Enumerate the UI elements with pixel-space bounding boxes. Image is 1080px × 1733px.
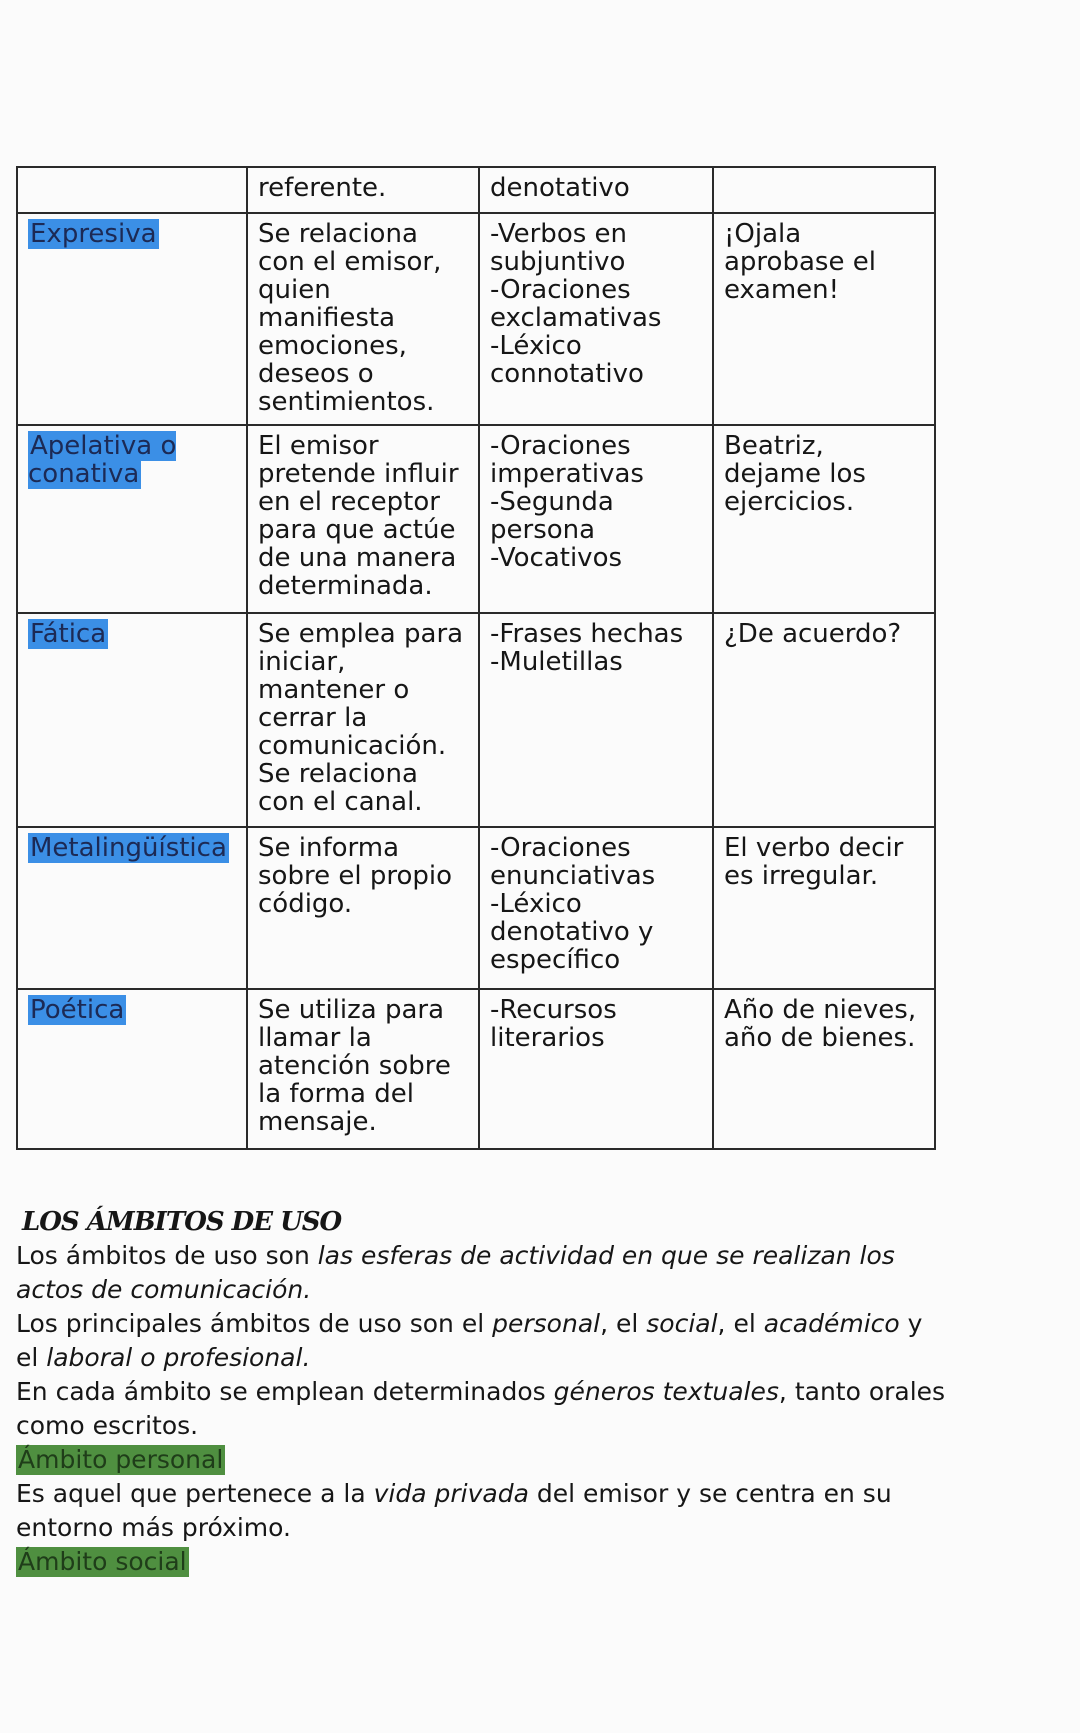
example-cell: El verbo decir es irregular. xyxy=(713,827,935,989)
function-name: Poética xyxy=(30,995,125,1025)
description-cell: referente. xyxy=(247,167,479,213)
function-name: Fática xyxy=(30,619,107,649)
function-name: Metalingüística xyxy=(30,833,227,863)
paragraph-main-ambits: Los principales ámbitos de uso son el personal, el social, el académico y el laboral o profesional. xyxy=(16,1309,923,1372)
function-cell xyxy=(17,827,247,989)
description-cell: Se emplea para iniciar, mantener o cerrar la comunicación. Se relaciona con el canal. xyxy=(247,613,479,827)
example-cell: ¿De acuerdo? xyxy=(713,613,935,827)
features-cell: -Frases hechas -Muletillas xyxy=(479,613,713,827)
features-cell: -Oraciones enunciativas -Léxico denotativo y específico xyxy=(479,827,713,989)
table-row xyxy=(17,425,935,613)
table-row xyxy=(17,989,935,1149)
subheading-social: Ámbito social xyxy=(18,1547,187,1576)
function-name: Expresiva xyxy=(30,219,157,249)
function-cell xyxy=(17,213,247,425)
description-cell: Se informa sobre el propio código. xyxy=(247,827,479,989)
features-cell: -Verbos en subjuntivo -Oraciones exclamativas -Léxico connotativo xyxy=(479,213,713,425)
example-cell: Año de nieves, año de bienes. xyxy=(713,989,935,1149)
function-cell xyxy=(17,425,247,613)
example-cell xyxy=(713,167,935,213)
language-functions-table xyxy=(16,166,936,1150)
section-title: LOS ÁMBITOS DE USO xyxy=(22,1207,342,1237)
example-cell: ¡Ojala aprobase el examen! xyxy=(713,213,935,425)
example-cell: Beatriz, dejame los ejercicios. xyxy=(713,425,935,613)
features-cell: denotativo xyxy=(479,167,713,213)
description-cell: El emisor pretende influir en el receptor para que actúe de una manera determinada. xyxy=(247,425,479,613)
table-row xyxy=(17,167,935,213)
description-cell: Se relaciona con el emisor, quien manifiesta emociones, deseos o sentimientos. xyxy=(247,213,479,425)
table-row xyxy=(17,613,935,827)
paragraph-personal: Es aquel que pertenece a la vida privada del emisor y se centra en su entorno más próximo. xyxy=(16,1479,892,1542)
ambitos-section xyxy=(16,1205,946,1579)
features-cell: -Recursos literarios xyxy=(479,989,713,1149)
paragraph-definition: Los ámbitos de uso son las esferas de actividad en que se realizan los actos de comunicación. xyxy=(16,1241,895,1304)
table-row xyxy=(17,213,935,425)
function-name: Apelativa o conativa xyxy=(28,431,177,489)
function-cell xyxy=(17,989,247,1149)
subheading-personal: Ámbito personal xyxy=(18,1445,224,1474)
features-cell: -Oraciones imperativas -Segunda persona -Vocativos xyxy=(479,425,713,613)
description-cell: Se utiliza para llamar la atención sobre la forma del mensaje. xyxy=(247,989,479,1149)
table-row xyxy=(17,827,935,989)
function-cell xyxy=(17,167,247,213)
function-cell xyxy=(17,613,247,827)
paragraph-genres: En cada ámbito se emplean determinados géneros textuales, tanto orales como escritos. xyxy=(16,1377,946,1440)
